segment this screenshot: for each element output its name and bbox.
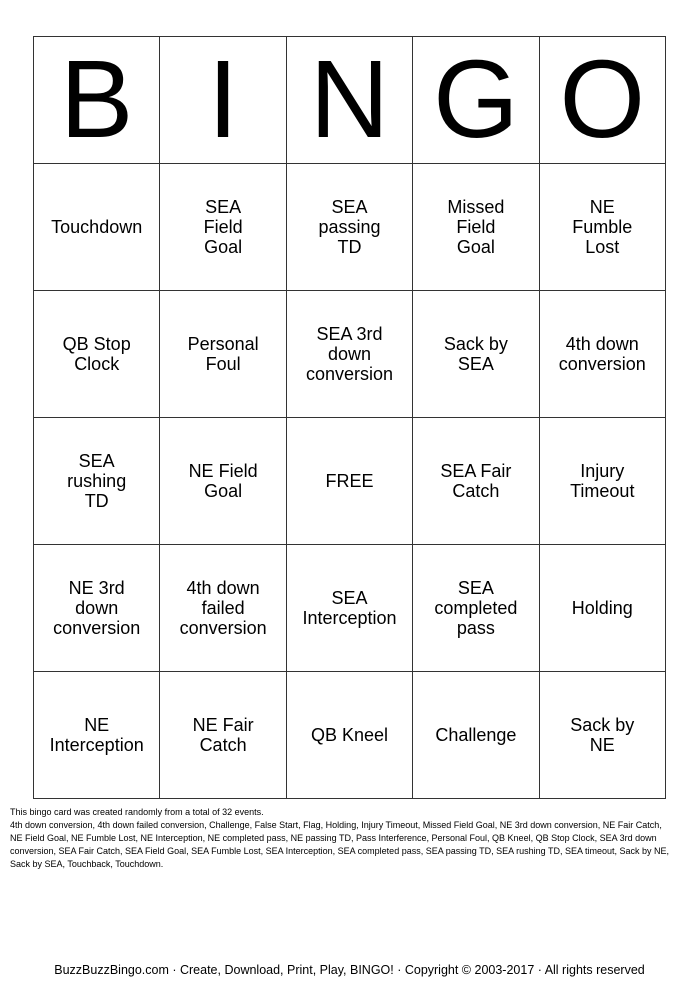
header-letter-i: I [160,37,286,164]
card-cell: SEA completed pass [413,545,539,672]
card-cell: QB Kneel [286,672,412,799]
card-row [34,545,666,672]
card-row [34,418,666,545]
card-cell: Touchdown [34,164,160,291]
card-cell: SEA passing TD [286,164,412,291]
card-row [34,672,666,799]
card-cell: SEA Field Goal [160,164,286,291]
event-list: 4th down conversion, 4th down failed conversion, Challenge, False Start, Flag, Holding, Injury Timeout, Missed Field Goal, NE 3rd down conversion, NE Fair Catch, NE Field Goal, NE Fumble Lost, NE Interception, NE completed pass, NE passing TD, Pass Interference, Personal Foul, QB Kneel, QB Stop Clock, SEA 3rd down conversion, SEA Fair Catch, SEA Field Goal, SEA Fumble Lost, SEA Interception, SEA completed pass, SEA passing TD, SEA rushing TD, SEA timeout, Sack by NE, Sack by SEA, Touchback, Touchdown. [10,820,669,869]
free-space-cell: FREE [286,418,412,545]
bingo-card [33,36,666,799]
site-footer: BuzzBuzzBingo.com · Create, Download, Print, Play, BINGO! · Copyright © 2003-2017 · All rights reserved [54,963,645,977]
card-cell: NE Fumble Lost [539,164,665,291]
card-cell: SEA Interception [286,545,412,672]
header-letter-b: B [34,37,160,164]
header-letter-o: O [539,37,665,164]
card-cell: Personal Foul [160,291,286,418]
card-cell: NE Field Goal [160,418,286,545]
card-cell: SEA rushing TD [34,418,160,545]
card-cell: NE Interception [34,672,160,799]
card-cell: NE Fair Catch [160,672,286,799]
card-row [34,291,666,418]
card-cell: NE 3rd down conversion [34,545,160,672]
card-cell: Missed Field Goal [413,164,539,291]
card-info [10,806,676,871]
card-cell: Sack by NE [539,672,665,799]
card-cell: Holding [539,545,665,672]
card-row [34,164,666,291]
card-cell: Sack by SEA [413,291,539,418]
card-cell: SEA Fair Catch [413,418,539,545]
card-cell: 4th down failed conversion [160,545,286,672]
card-cell: 4th down conversion [539,291,665,418]
card-info-intro: This bingo card was created randomly from a total of 32 events. [10,807,264,817]
header-letter-g: G [413,37,539,164]
card-cell: Injury Timeout [539,418,665,545]
card-cell: QB Stop Clock [34,291,160,418]
header-row [34,37,666,164]
card-cell: SEA 3rd down conversion [286,291,412,418]
card-cell: Challenge [413,672,539,799]
header-letter-n: N [286,37,412,164]
